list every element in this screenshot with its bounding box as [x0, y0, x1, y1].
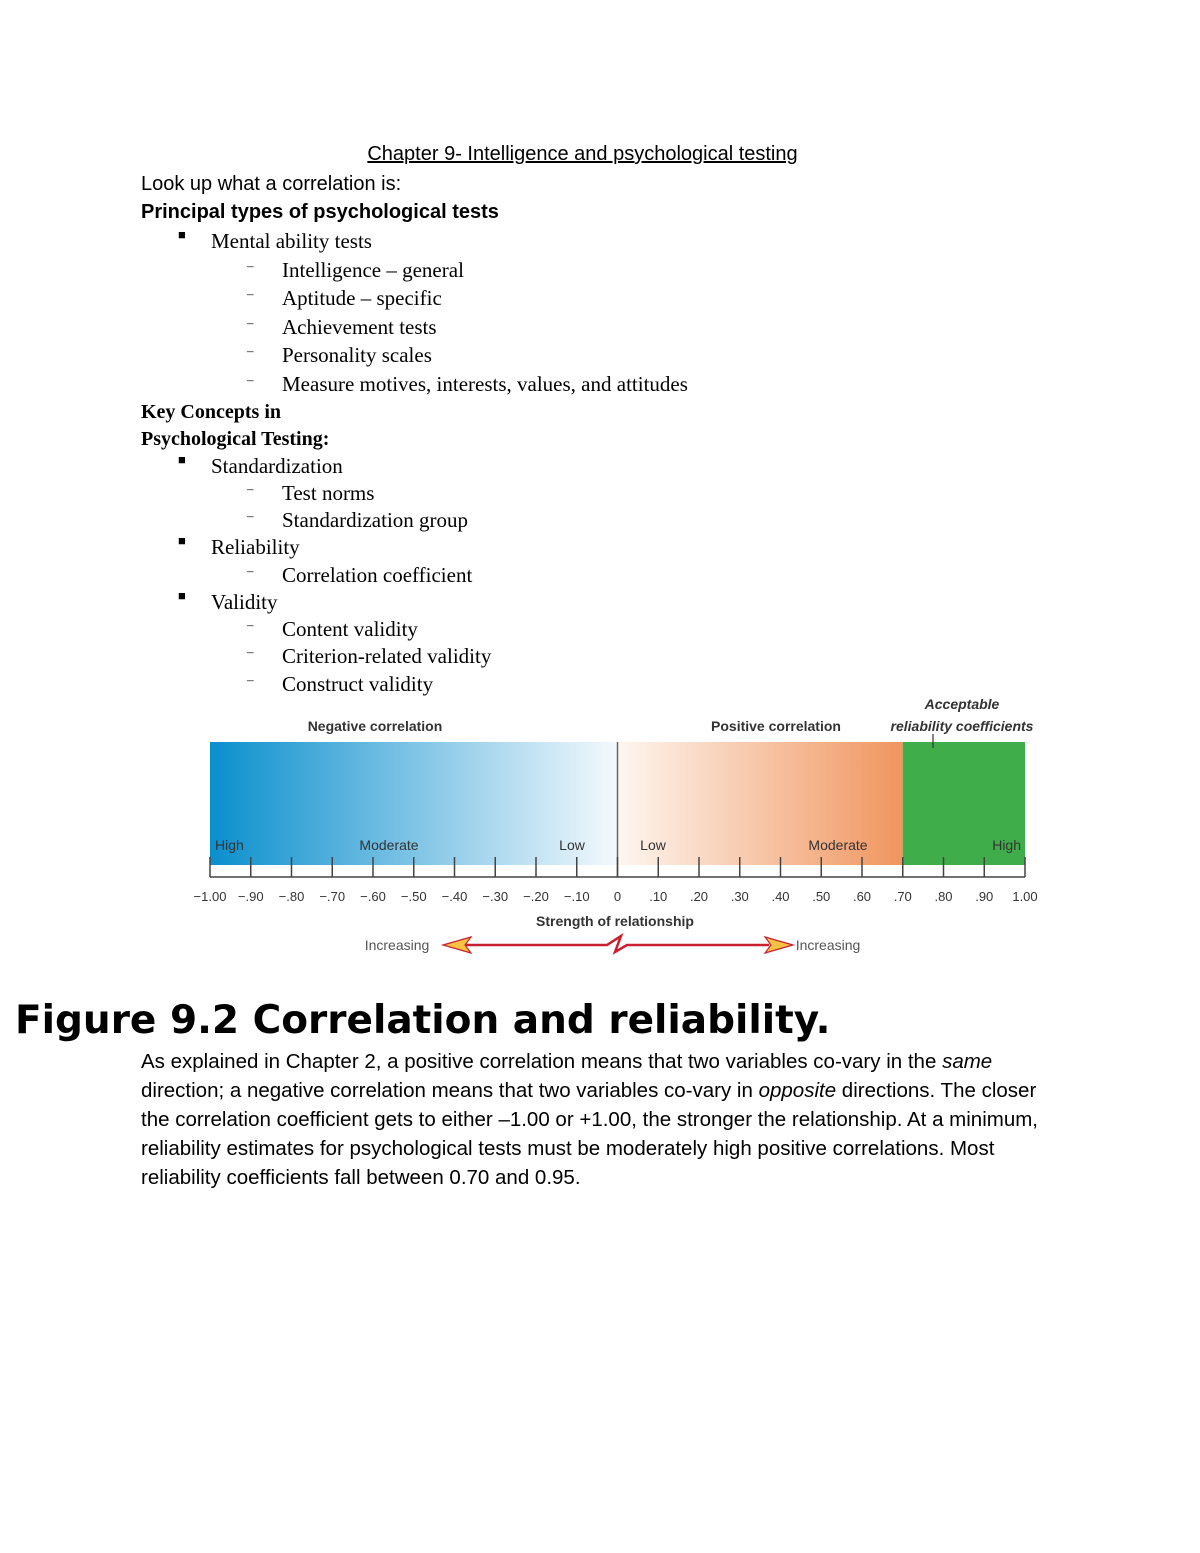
- negative-correlation-label: Negative correlation: [307, 718, 443, 734]
- key-concepts-heading-line1: Key Concepts in: [141, 401, 281, 423]
- tick-label: −1.00: [193, 889, 227, 904]
- subitem-label: Content validity: [282, 617, 418, 641]
- figure-description: [141, 1047, 1061, 1192]
- x-axis-label: Strength of relationship: [536, 913, 694, 929]
- tick-label: .30: [730, 889, 749, 904]
- dash-bullet-icon: –: [247, 286, 254, 301]
- subitem-aptitude: [247, 286, 442, 311]
- tick-label: .40: [771, 889, 790, 904]
- dash-bullet-icon: –: [247, 672, 254, 687]
- square-bullet-icon: ■: [178, 533, 186, 548]
- subitem-criterion-validity: [247, 644, 492, 669]
- tick-label: −.80: [278, 889, 305, 904]
- bullet-reliability: [178, 533, 300, 560]
- increasing-arrow-line: [445, 936, 769, 952]
- arrow-right-increasing-label: Increasing: [795, 937, 861, 953]
- subitem-label: Measure motives, interests, values, and attitudes: [282, 372, 688, 396]
- subitem-correlation-coefficient: [247, 563, 473, 588]
- document-title: Chapter 9- Intelligence and psychological testing: [367, 143, 798, 165]
- tick-label: .20: [689, 889, 709, 904]
- subitem-label: Personality scales: [282, 343, 432, 367]
- subitem-achievement: [247, 315, 437, 340]
- subitem-standardization-group: [247, 508, 469, 533]
- bullet-label: Mental ability tests: [211, 229, 372, 253]
- subitem-label: Standardization group: [282, 508, 469, 532]
- band-label-negative-high: High: [215, 837, 244, 853]
- subitem-label: Correlation coefficient: [282, 563, 473, 587]
- dash-bullet-icon: –: [247, 372, 254, 387]
- subitem-intelligence: [247, 258, 464, 283]
- subitem-label: Achievement tests: [282, 315, 437, 339]
- acceptable-label-line2: reliability coefficients: [890, 718, 1034, 734]
- dash-bullet-icon: –: [247, 617, 254, 632]
- tick-label: .90: [975, 889, 994, 904]
- figure-text-emphasis: opposite: [758, 1079, 837, 1102]
- tick-label: −.70: [319, 889, 346, 904]
- band-label-positive-low: Low: [640, 837, 666, 853]
- bullet-validity: [178, 588, 278, 615]
- figure-text-part: directions. The closer the correlation coefficient gets to either –1.00 or +1.00, the stronger the relationship. At a minimum, reliability estimates for psychological tests must be moderately high positive correlations. Most reliability coefficients fall between 0.70 and 0.95.: [141, 1079, 1039, 1189]
- tick-label: −.10: [563, 889, 590, 904]
- tick-label: .50: [812, 889, 831, 904]
- square-bullet-icon: ■: [178, 452, 186, 467]
- figure-text-emphasis: same: [942, 1050, 993, 1073]
- bullet-mental-ability: [178, 227, 372, 254]
- bullet-standardization: [178, 452, 343, 479]
- subitem-measure-motives: [247, 372, 688, 397]
- figure-caption: Figure 9.2 Correlation and reliability.: [15, 998, 831, 1043]
- tick-label: 1.00: [1012, 889, 1038, 904]
- correlation-scale-chart: [175, 690, 1055, 970]
- dash-bullet-icon: –: [247, 258, 254, 273]
- tick-label: .60: [852, 889, 872, 904]
- tick-label: .70: [893, 889, 912, 904]
- subitem-label: Test norms: [282, 481, 375, 505]
- key-concepts-heading-line2: Psychological Testing:: [141, 428, 330, 450]
- tick-label: 0: [613, 889, 622, 904]
- dash-bullet-icon: –: [247, 481, 254, 496]
- subitem-label: Aptitude – specific: [282, 286, 442, 310]
- arrow-left-increasing-label: Increasing: [364, 937, 430, 953]
- subitem-label: Construct validity: [282, 672, 434, 696]
- tick-label: −.30: [482, 889, 509, 904]
- subitem-personality: [247, 343, 432, 368]
- subitem-label: Criterion-related validity: [282, 644, 492, 668]
- principal-types-heading: Principal types of psychological tests: [141, 201, 499, 223]
- dash-bullet-icon: –: [247, 315, 254, 330]
- tick-label: .10: [649, 889, 668, 904]
- tick-label: .80: [934, 889, 953, 904]
- figure-text-part: As explained in Chapter 2, a positive correlation means that two variables co-vary in the: [141, 1050, 943, 1073]
- right-arrowhead-icon: [765, 937, 793, 953]
- dash-bullet-icon: –: [247, 644, 254, 659]
- band-label-negative-low: Low: [559, 837, 585, 853]
- tick-label: −.60: [360, 889, 386, 904]
- square-bullet-icon: ■: [178, 227, 186, 242]
- tick-label: −.20: [523, 889, 549, 904]
- dash-bullet-icon: –: [247, 563, 254, 578]
- square-bullet-icon: ■: [178, 588, 186, 603]
- lookup-prompt: Look up what a correlation is:: [141, 173, 402, 195]
- subitem-content-validity: [247, 617, 418, 642]
- tick-label: −.90: [237, 889, 264, 904]
- subitem-test-norms: [247, 481, 375, 506]
- positive-correlation-label: Positive correlation: [711, 718, 841, 734]
- bullet-label: Standardization: [211, 454, 343, 478]
- acceptable-label-line1: Acceptable: [924, 696, 1000, 712]
- bullet-label: Validity: [211, 590, 278, 614]
- tick-label: −.50: [400, 889, 427, 904]
- band-label-positive-moderate: Moderate: [808, 837, 868, 853]
- dash-bullet-icon: –: [247, 508, 254, 523]
- tick-label: −.40: [441, 889, 468, 904]
- dash-bullet-icon: –: [247, 343, 254, 358]
- bullet-label: Reliability: [211, 535, 300, 559]
- subitem-label: Intelligence – general: [282, 258, 464, 282]
- figure-text-part: direction; a negative correlation means that two variables co-vary in: [141, 1079, 759, 1102]
- band-label-positive-high: High: [992, 837, 1021, 853]
- band-label-negative-moderate: Moderate: [359, 837, 419, 853]
